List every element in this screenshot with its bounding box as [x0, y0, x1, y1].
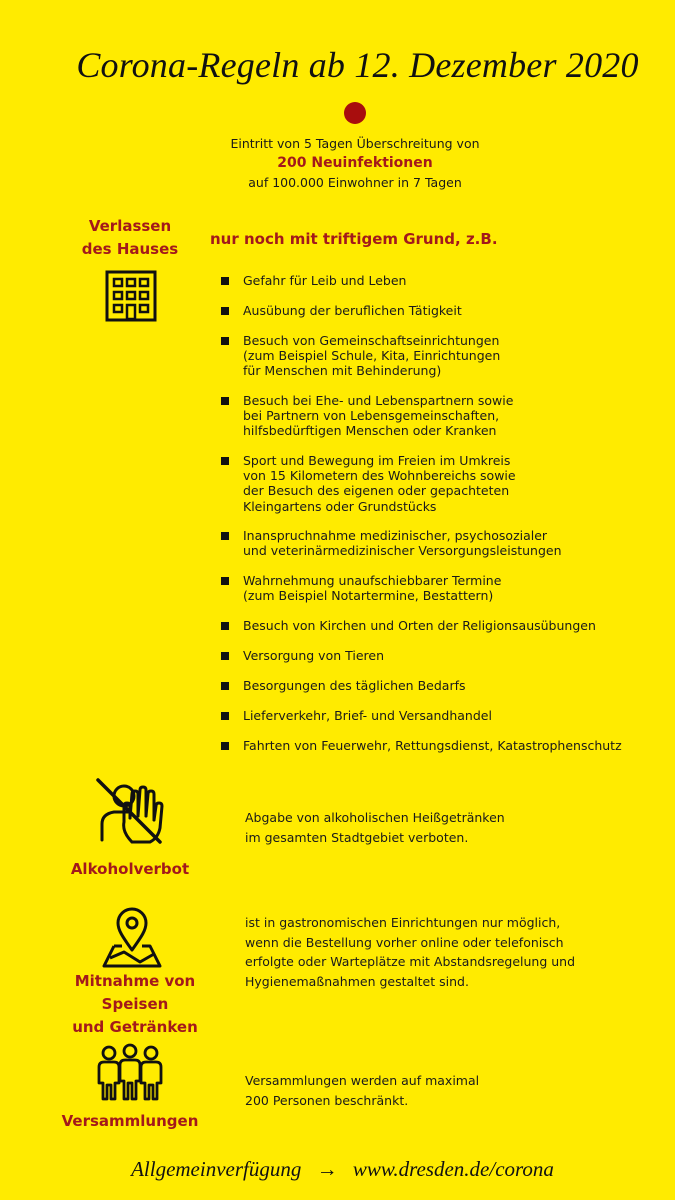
intro-line-3: auf 100.000 Einwohner in 7 Tagen [248, 175, 462, 190]
bullet [221, 652, 229, 660]
list-item: Versorgung von Tieren [221, 648, 661, 663]
list-item: Fahrten von Feuerwehr, Rettungsdienst, Katastrophenschutz [221, 738, 661, 753]
leaving-subheading: nur noch mit triftigem Grund, z.B. [210, 230, 498, 248]
leaving-heading: Verlassen des Hauses [81, 217, 179, 258]
arrow-right-icon: → [316, 1157, 338, 1181]
bullet [221, 577, 229, 585]
alcohol-text: Abgabe von alkoholischen Heißgetränken im gesamten Stadtgebiet verboten. [245, 810, 505, 845]
intro-line-1: Eintritt von 5 Tagen Überschreitung von [230, 136, 480, 151]
bullet [221, 397, 229, 405]
alcohol-heading: Alkoholverbot [70, 860, 190, 878]
bullet [221, 337, 229, 345]
takeaway-heading: Mitnahme von Speisen und Getränken [72, 972, 198, 1036]
list-item: Besuch von Gemeinschaftseinrichtungen (zum Beispiel Schule, Kita, Einrichtungen für Menschen mit Behinderung) [221, 333, 661, 379]
intro-highlight: 200 Neuinfektionen [277, 154, 433, 171]
takeaway-text: ist in gastronomischen Einrichtungen nur möglich, wenn die Bestellung vorher online oder telefonisch erfolgte oder Warteplätze mit Abstandsregelung und Hygienemaßnahmen gestaltet sind. [245, 915, 576, 989]
bullet [221, 457, 229, 465]
bullet [221, 532, 229, 540]
people-group-icon [95, 1043, 165, 1101]
bullet [221, 712, 229, 720]
list-item: Besorgungen des täglichen Bedarfs [221, 678, 661, 693]
map-pin-icon [100, 906, 164, 968]
list-item: Besuch bei Ehe- und Lebenspartnern sowie bei Partnern von Lebensgemeinschaften, hilfsbedürftigen Menschen oder Kranken [221, 393, 661, 439]
building-icon [105, 270, 157, 322]
incidence-dot [344, 102, 366, 124]
list-item: Gefahr für Leib und Leben [221, 273, 661, 288]
gatherings-heading: Versammlungen [61, 1112, 199, 1130]
list-item: Ausübung der beruflichen Tätigkeit [221, 303, 661, 318]
list-item: Wahrnehmung unaufschiebbarer Termine (zum Beispiel Notartermine, Bestattern) [221, 573, 661, 603]
no-drinking-hand-icon [94, 776, 166, 846]
bullet [221, 622, 229, 630]
list-item: Besuch von Kirchen und Orten der Religionsausübungen [221, 618, 661, 633]
list-item: Sport und Bewegung im Freien im Umkreis von 15 Kilometern des Wohnbereichs sowie der Besuch des eigenen oder gepachteten Kleingartens oder Grundstücks [221, 453, 661, 514]
incidence-intro [200, 134, 510, 193]
page-title: Corona-Regeln ab 12. Dezember 2020 [76, 45, 639, 85]
bullet [221, 277, 229, 285]
bullet [221, 742, 229, 750]
footer [0, 1157, 675, 1182]
list-item: Lieferverkehr, Brief- und Versandhandel [221, 708, 661, 723]
bullet [221, 682, 229, 690]
bullet [221, 307, 229, 315]
list-item: Inanspruchnahme medizinischer, psychosozialer und veterinärmedizinischer Versorgungsleistungen [221, 528, 661, 558]
footer-url-link[interactable]: www.dresden.de/corona [352, 1157, 554, 1181]
footer-label: Allgemeinverfügung [131, 1157, 302, 1181]
gatherings-text: Versammlungen werden auf maximal 200 Personen beschränkt. [245, 1073, 480, 1108]
